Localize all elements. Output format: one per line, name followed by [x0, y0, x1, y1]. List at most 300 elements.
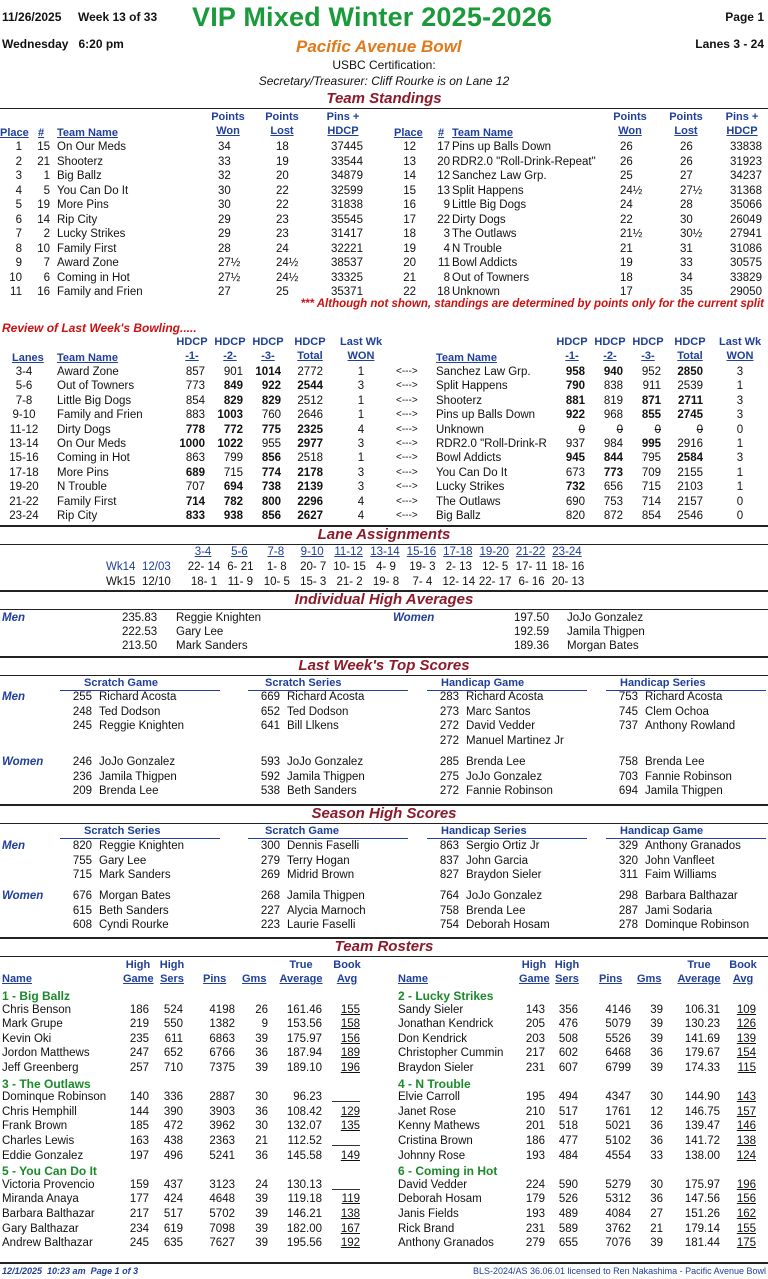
review-score: 656: [603, 481, 623, 494]
standing-place: 3: [15, 170, 22, 182]
col-header-g2: HDCP: [594, 336, 626, 348]
bowler-name: Jamila Thigpen: [645, 785, 723, 798]
review-team-name: Bowl Addicts: [436, 452, 502, 465]
roster-games: 26: [255, 1003, 268, 1016]
roster-average: 179.14: [684, 1222, 720, 1235]
roster-high-game: 245: [129, 1237, 149, 1250]
roster-book-average: 155: [340, 1003, 360, 1016]
lane-matchup: 7- 4: [412, 575, 433, 588]
col-header-hdcp: HDCP: [726, 125, 758, 137]
score-column-header: Handicap Series: [620, 677, 706, 689]
review-score: 774: [261, 466, 281, 479]
review-score: 838: [603, 380, 623, 393]
standings-note: *** Although not shown, standings are determined by points only for the current split: [300, 298, 764, 310]
roster-book-average: 189: [340, 1047, 360, 1060]
lane-matchup: 1- 8: [266, 561, 287, 573]
review-score: 819: [603, 394, 623, 407]
roster-games: 39: [255, 1032, 268, 1045]
review-team-name: Split Happens: [436, 380, 508, 393]
col-header-pins: Pins: [599, 973, 623, 985]
standing-team-number: 13: [437, 184, 450, 197]
roster-high-series: 476: [558, 1018, 578, 1031]
roster-games: 12: [650, 1105, 663, 1118]
standing-points-won: 34: [218, 141, 231, 153]
standing-place: 22: [403, 286, 416, 298]
standing-team-name: More Pins: [57, 199, 109, 211]
col-header-name: Name: [398, 973, 428, 985]
col-header-total: Total: [677, 350, 703, 362]
standing-points-won: 27½: [218, 271, 241, 284]
roster-games: 36: [650, 1193, 663, 1206]
lane-matchup: 6- 16: [518, 575, 545, 588]
standings-title: Team Standings: [326, 90, 442, 107]
roster-games: 36: [650, 1047, 663, 1060]
roster-games: 21: [650, 1222, 663, 1235]
review-score: 945: [565, 452, 585, 465]
roster-high-series: 390: [163, 1105, 183, 1118]
week-label: Wk14: [106, 561, 136, 573]
score-value: 248: [72, 705, 92, 718]
standing-team-name: Big Ballz: [57, 170, 102, 182]
standing-team-number: 19: [37, 199, 50, 211]
roster-average: 187.94: [286, 1047, 322, 1060]
roster-average: 179.67: [684, 1047, 720, 1060]
review-score: 799: [223, 452, 243, 465]
standing-pins-hdcp: 27941: [730, 228, 762, 240]
review-lanes: 15-16: [9, 452, 39, 465]
vs-arrow: <--->: [396, 466, 418, 478]
roster-games: 39: [255, 1208, 268, 1220]
review-team-name: Dirty Dogs: [57, 423, 111, 436]
high-average-value: 197.50: [514, 612, 550, 624]
roster-high-game: 247: [129, 1047, 149, 1060]
review-score: 829: [261, 394, 281, 407]
score-value: 755: [72, 854, 92, 867]
bowler-name: Reggie Knighten: [99, 720, 185, 733]
standing-team-number: 2: [43, 228, 50, 240]
review-team-name: N Trouble: [57, 481, 107, 494]
standing-place: 9: [15, 257, 22, 269]
score-value: 320: [618, 854, 638, 867]
roster-high-game: 197: [129, 1149, 149, 1162]
bowler-name: Beth Sanders: [99, 904, 169, 917]
col-header-won: Points: [211, 111, 245, 123]
lane-pair-header: 17-18: [443, 546, 473, 558]
standing-team-name: Lucky Strikes: [57, 228, 126, 240]
review-team-name: Shooterz: [436, 394, 483, 407]
col-header-team: Team Name: [57, 352, 118, 364]
standing-pins-hdcp: 33838: [730, 141, 762, 153]
lane-pair-header: 15-16: [406, 546, 437, 558]
bowler-name: Terry Hogan: [287, 854, 350, 867]
bowler-name: JoJo Gonzalez: [287, 756, 364, 768]
score-column-header: Scratch Series: [84, 825, 161, 837]
roster-book-average: 149: [340, 1149, 360, 1162]
vs-arrow: <--->: [396, 510, 418, 521]
roster-book-average: 124: [736, 1149, 756, 1162]
col-header-team: Team Name: [57, 127, 118, 139]
standing-team-number: 6: [43, 271, 50, 284]
bowler-name: Bill Llkens: [287, 720, 339, 733]
review-score: 2518: [297, 452, 323, 465]
standing-team-name: Out of Towners: [452, 271, 530, 284]
roster-player-name: Victoria Provencio: [2, 1178, 95, 1191]
roster-average: 182.00: [286, 1222, 322, 1235]
roster-player-name: Johnny Rose: [398, 1149, 466, 1162]
score-value: 538: [260, 785, 280, 798]
lane-matchup: 12- 14: [442, 575, 476, 588]
lane-matchup: 6- 21: [227, 561, 254, 573]
score-value: 593: [260, 756, 280, 768]
standing-place: 16: [403, 199, 416, 211]
roster-pins: 4648: [209, 1193, 235, 1206]
standing-team-number: 8: [443, 271, 450, 284]
roster-games: 36: [650, 1135, 663, 1147]
bowler-name: Mark Sanders: [99, 869, 171, 882]
col-header-won: WON: [726, 350, 754, 362]
standing-pins-hdcp: 37445: [331, 141, 363, 153]
bowler-name: Brenda Lee: [99, 785, 159, 798]
roster-high-series: 489: [558, 1208, 578, 1220]
standing-pins-hdcp: 26049: [730, 213, 762, 226]
review-games-won: 1: [736, 466, 744, 479]
standing-points-lost: 25: [276, 286, 289, 298]
roster-games: 39: [255, 1222, 268, 1235]
week-label: Wk15: [106, 575, 136, 588]
review-games-won: 1: [357, 394, 365, 407]
review-score: 2711: [678, 394, 703, 407]
roster-high-series: 635: [163, 1237, 183, 1250]
divider: [0, 675, 768, 676]
standing-place: 19: [403, 242, 416, 255]
review-score: 955: [261, 438, 281, 450]
bowler-name: Richard Acosta: [99, 691, 177, 703]
score-value: 269: [260, 869, 280, 882]
column-underline: [606, 838, 766, 839]
standing-place: 4: [15, 184, 22, 197]
review-score: 854: [185, 394, 205, 407]
review-score: 778: [185, 423, 205, 436]
review-team-name: Coming in Hot: [57, 452, 130, 465]
roster-average: 138.00: [684, 1149, 720, 1162]
roster-high-series: 611: [164, 1032, 183, 1045]
bowler-name: Jamila Thigpen: [567, 626, 645, 639]
vs-arrow: <--->: [396, 394, 418, 406]
standing-team-number: 20: [437, 155, 450, 168]
col-header-g1: -1-: [565, 350, 579, 362]
score-value: 754: [439, 919, 459, 932]
roster-games: 21: [255, 1135, 268, 1147]
roster-book-average: 146: [736, 1120, 756, 1133]
roster-games: 30: [255, 1091, 268, 1104]
roster-book-average: 138: [736, 1135, 756, 1147]
bowler-name: Fannie Robinson: [645, 770, 732, 783]
review-score: 2139: [297, 481, 323, 494]
roster-high-series: 652: [163, 1047, 183, 1060]
score-column-header: Scratch Game: [265, 825, 339, 837]
high-average-value: 235.83: [122, 612, 158, 624]
bowler-name: Faim Williams: [645, 869, 717, 882]
roster-high-series: 619: [163, 1222, 183, 1235]
review-games-won: 3: [357, 466, 365, 479]
col-header-total: HDCP: [674, 336, 706, 348]
roster-games: 39: [255, 1062, 268, 1074]
col-header-lost: Lost: [270, 125, 294, 137]
roster-player-name: Mark Grupe: [2, 1018, 63, 1031]
review-lanes: 21-22: [9, 495, 39, 508]
standing-team-number: 5: [43, 184, 50, 197]
score-value: 745: [618, 705, 638, 718]
review-score: 2539: [677, 380, 703, 393]
score-value: 287: [618, 904, 638, 917]
standing-place: 8: [15, 242, 22, 255]
bowler-name: Gary Lee: [176, 626, 224, 639]
standing-team-number: 21: [37, 155, 50, 168]
lane-matchup: 21- 2: [336, 575, 363, 588]
roster-high-game: 231: [525, 1062, 545, 1074]
score-value: 863: [439, 840, 459, 852]
standing-points-lost: 35: [680, 286, 693, 298]
roster-book-average: 156: [340, 1032, 360, 1045]
review-games-won: 4: [357, 495, 365, 508]
roster-high-game: 279: [525, 1237, 545, 1250]
roster-high-game: 193: [525, 1149, 545, 1162]
review-team-name: Unknown: [436, 423, 484, 436]
roster-player-name: Jeff Greenberg: [2, 1062, 79, 1074]
score-value: 283: [439, 691, 459, 703]
review-score: 2512: [297, 394, 323, 407]
roster-high-game: 186: [129, 1003, 149, 1016]
lane-pair-header: 19-20: [479, 546, 509, 558]
standing-team-number: 11: [438, 257, 450, 269]
score-column-header: Handicap Game: [620, 825, 704, 837]
roster-pins: 7375: [209, 1062, 235, 1074]
roster-high-series: 336: [163, 1091, 183, 1104]
review-team-name: Little Big Dogs: [57, 394, 132, 407]
roster-high-series: 550: [163, 1018, 183, 1031]
bowler-name: Brenda Lee: [466, 904, 526, 917]
roster-pins: 7627: [209, 1237, 235, 1250]
roster-pins: 1382: [209, 1018, 235, 1031]
men-label: Men: [2, 612, 25, 624]
score-value: 758: [439, 904, 459, 917]
women-label: Women: [2, 756, 44, 768]
week-date: 12/10: [142, 575, 171, 588]
standing-pins-hdcp: 31368: [730, 184, 762, 197]
standing-team-name: Award Zone: [57, 257, 119, 269]
bowler-name: Brenda Lee: [645, 756, 705, 768]
report-date: 11/26/2025: [2, 10, 62, 24]
score-value: 272: [439, 720, 459, 733]
lane-matchup: 22- 14: [187, 561, 221, 573]
standing-team-name: Coming in Hot: [57, 271, 130, 284]
review-score: 857: [185, 366, 205, 378]
lane-matchup: 18- 16: [551, 561, 585, 573]
bowler-name: Jamila Thigpen: [287, 890, 365, 902]
lane-pair-header: 5-6: [231, 546, 248, 558]
review-score: 709: [641, 466, 661, 479]
review-title: Review of Last Week's Bowling.....: [2, 321, 197, 335]
score-value: 737: [618, 720, 638, 733]
review-lanes: 7-8: [15, 394, 33, 407]
standing-points-won: 17: [620, 286, 633, 298]
review-score: 883: [185, 409, 205, 422]
roster-games: 9: [261, 1018, 268, 1031]
standing-points-won: 27½: [218, 257, 241, 269]
roster-games: 30: [255, 1120, 268, 1133]
roster-average: 130.13: [286, 1178, 322, 1191]
score-value: 227: [260, 904, 280, 917]
col-header-average: True: [687, 959, 711, 971]
review-score: 775: [261, 423, 281, 436]
bowler-name: Barbara Balthazar: [645, 890, 738, 902]
standing-pins-hdcp: 32221: [331, 242, 363, 255]
roster-high-series: 518: [558, 1120, 578, 1133]
high-average-value: 189.36: [514, 640, 550, 653]
bowler-name: John Vanfleet: [645, 854, 715, 867]
col-header-won: Won: [618, 125, 642, 137]
review-games-won: 3: [736, 366, 744, 378]
roster-high-series: 526: [558, 1193, 578, 1206]
roster-player-name: Anthony Granados: [398, 1237, 494, 1250]
score-value: 592: [260, 770, 280, 783]
roster-book-average: 192: [340, 1237, 360, 1250]
col-header-high-game: Game: [123, 973, 154, 985]
standing-points-lost: 24½: [276, 271, 299, 284]
roster-average: 145.58: [286, 1149, 322, 1162]
lane-pair-header: 7-8: [267, 546, 285, 558]
review-team-name: RDR2.0 "Roll-Drink-R: [436, 438, 547, 450]
standing-points-won: 33: [218, 155, 231, 168]
review-score: 772: [223, 423, 243, 436]
roster-pins: 6799: [605, 1062, 631, 1074]
review-score: 984: [603, 438, 623, 450]
lane-assignments-title: Lane Assignments: [317, 526, 451, 543]
roster-player-name: Cristina Brown: [398, 1135, 473, 1147]
standing-place: 11: [10, 286, 22, 298]
roster-team-name: 2 - Lucky Strikes: [398, 989, 494, 1003]
col-header-total: HDCP: [294, 336, 326, 348]
review-games-won: 4: [357, 423, 365, 436]
page-label: Page 1: [725, 10, 764, 24]
review-games-won: 4: [357, 510, 365, 522]
review-score: 872: [603, 510, 623, 522]
roster-pins: 2887: [209, 1091, 235, 1104]
review-score: 2584: [677, 452, 703, 465]
standing-pins-hdcp: 33829: [730, 271, 762, 284]
standing-place: 6: [15, 213, 22, 226]
lane-matchup: 20- 7: [300, 561, 327, 573]
score-value: 753: [618, 691, 638, 703]
roster-high-game: 159: [129, 1178, 149, 1191]
standing-team-number: 22: [437, 213, 450, 226]
standing-points-lost: 18: [276, 141, 289, 153]
review-score: 922: [565, 409, 585, 422]
roster-book-average: 138: [340, 1208, 360, 1220]
standing-pins-hdcp: 29050: [730, 286, 762, 298]
bowler-name: Anthony Rowland: [645, 720, 736, 733]
roster-high-game: 203: [525, 1032, 545, 1045]
league-title: VIP Mixed Winter 2025-2026: [192, 2, 553, 32]
col-header-team: Team Name: [452, 127, 513, 139]
standing-points-lost: 24½: [276, 257, 299, 269]
vs-arrow: <--->: [396, 452, 418, 464]
standing-team-number: 17: [437, 141, 450, 153]
roster-high-series: 438: [163, 1135, 183, 1147]
review-team-name: Award Zone: [57, 366, 119, 378]
roster-high-series: 508: [558, 1032, 578, 1045]
roster-high-series: 602: [558, 1047, 578, 1060]
roster-player-name: Braydon Sieler: [398, 1062, 474, 1074]
bowler-name: Jamila Thigpen: [287, 770, 365, 783]
roster-high-game: 177: [129, 1193, 149, 1206]
lane-matchup: 4- 9: [376, 561, 396, 573]
roster-team-name: 6 - Coming in Hot: [398, 1164, 498, 1179]
col-header-g1: -1-: [185, 350, 199, 362]
col-header-high-series: High: [554, 959, 580, 971]
standing-points-won: 24½: [620, 184, 643, 197]
standing-points-won: 24: [620, 199, 633, 211]
roster-average: 96.23: [293, 1091, 322, 1104]
roster-games: 39: [255, 1193, 268, 1206]
roster-high-game: 235: [129, 1032, 149, 1045]
review-team-name: Sanchez Law Grp.: [436, 366, 531, 378]
roster-pins: 6468: [605, 1047, 631, 1060]
col-header-games: Gms: [637, 973, 662, 985]
review-score: 952: [641, 366, 661, 378]
roster-games: 36: [255, 1105, 268, 1118]
standing-place: 13: [403, 155, 416, 168]
score-column-header: Handicap Game: [441, 677, 525, 689]
score-value: 608: [72, 919, 92, 932]
standing-place: 12: [403, 141, 416, 153]
review-score: 2772: [297, 366, 323, 378]
roster-pins: 6766: [209, 1047, 235, 1060]
bowler-name: Gary Lee: [99, 854, 147, 867]
roster-pins: 3962: [209, 1120, 235, 1133]
col-header-g2: HDCP: [214, 336, 246, 348]
review-score: 0: [578, 423, 585, 436]
col-header-g3: -3-: [261, 350, 275, 362]
roster-high-game: 224: [525, 1178, 545, 1191]
score-value: 285: [439, 756, 459, 768]
roster-player-name: Chris Hemphill: [2, 1105, 77, 1118]
standing-points-won: 18: [620, 271, 633, 284]
col-header-pins: Pins: [203, 973, 227, 985]
top-scores-title: Last Week's Top Scores: [298, 657, 470, 674]
review-score: 753: [603, 495, 623, 508]
roster-average: 139.47: [684, 1120, 720, 1133]
review-team-name: More Pins: [57, 466, 109, 479]
standing-team-number: 10: [37, 242, 50, 255]
vs-arrow: <--->: [396, 438, 418, 449]
roster-average: 175.97: [684, 1178, 720, 1191]
standing-place: 20: [403, 257, 416, 269]
review-lanes: 5-6: [15, 380, 33, 393]
roster-high-series: 356: [558, 1003, 578, 1016]
standing-team-number: 14: [37, 213, 50, 226]
standing-team-name: Dirty Dogs: [452, 213, 506, 226]
standing-team-number: 12: [437, 170, 450, 182]
score-value: 311: [619, 869, 638, 882]
standing-team-number: 7: [43, 257, 50, 269]
score-column-header: Scratch Game: [84, 677, 158, 689]
roster-games: 36: [650, 1120, 663, 1133]
roster-book-average: 162: [736, 1208, 756, 1220]
usbc-certification: USBC Certification:: [332, 58, 436, 72]
standing-points-won: 21: [620, 242, 633, 255]
standing-team-name: The Outlaws: [452, 228, 517, 240]
